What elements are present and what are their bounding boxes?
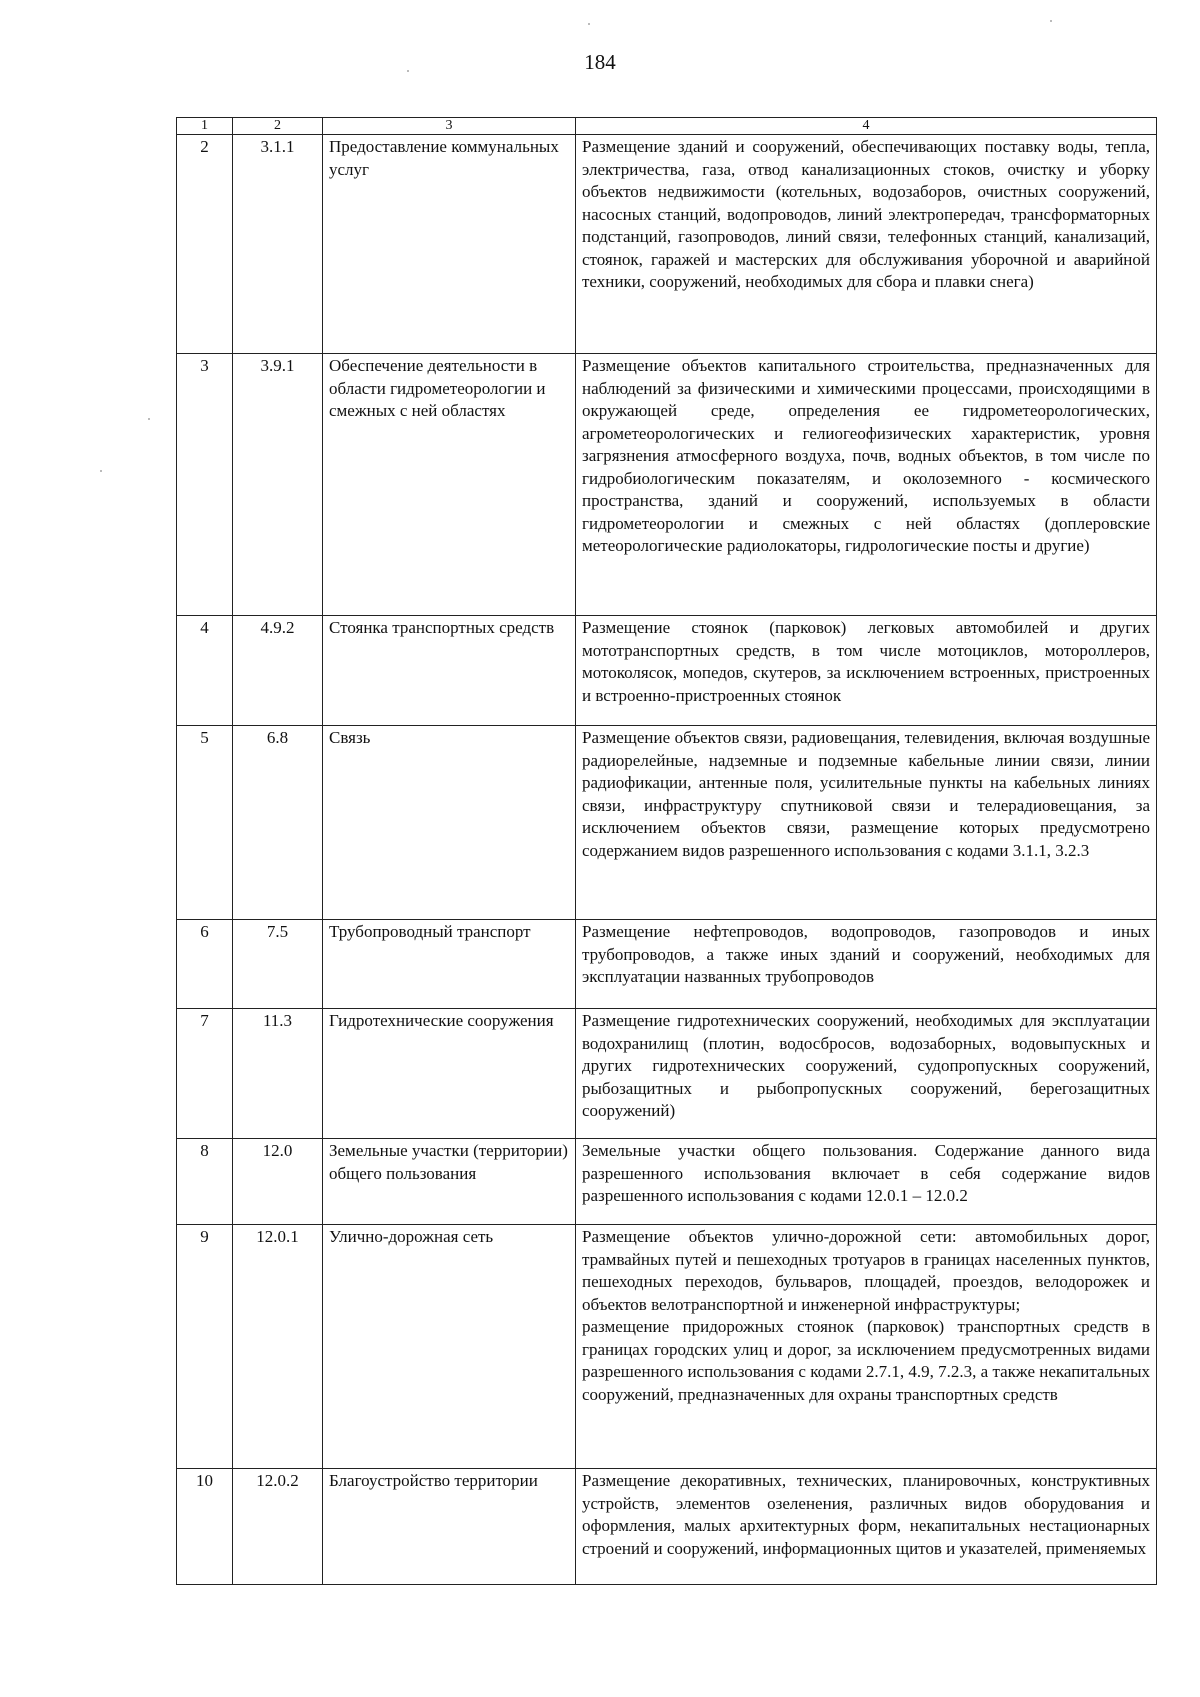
description-paragraph: Размещение нефтепроводов, водопроводов, газопроводов и иных трубопроводов, а также иных зданий и сооружений, необходимых для эксплуатации названных трубопроводов xyxy=(582,922,1150,986)
row-number: 5 xyxy=(177,726,233,920)
use-name: Обеспечение деятельности в области гидрометеорологии и смежных с ней областях xyxy=(323,354,576,616)
description-paragraph: Размещение стоянок (парковок) легковых автомобилей и других мототранспортных средств, в том числе мотоциклов, мотороллеров, мотоколясок, мопедов, скутеров, за исключением встроенных, пристроенных и встроенно-пристроенных стоянок xyxy=(582,618,1150,705)
use-code: 3.1.1 xyxy=(233,135,323,354)
use-name: Стоянка транспортных средств xyxy=(323,616,576,726)
use-name: Гидротехнические сооружения xyxy=(323,1009,576,1139)
use-description xyxy=(576,1139,1157,1225)
use-code: 12.0.2 xyxy=(233,1469,323,1585)
table-row xyxy=(177,920,1157,1009)
table-row xyxy=(177,1139,1157,1225)
use-code: 4.9.2 xyxy=(233,616,323,726)
use-description xyxy=(576,1009,1157,1139)
scan-speck xyxy=(148,418,150,420)
description-paragraph: Размещение объектов связи, радиовещания, телевидения, включая воздушные радиорелейные, надземные и подземные кабельные линии связи, линии радиофикации, антенные поля, усилительные пункты на кабельных линиях связи, инфраструктуру спутниковой связи и телерадиовещания, за исключением объектов связи, размещение которых предусмотрено содержанием видов разрешенного использования с кодами 3.1.1, 3.2.3 xyxy=(582,728,1150,860)
row-number: 2 xyxy=(177,135,233,354)
use-code: 6.8 xyxy=(233,726,323,920)
table-row xyxy=(177,1469,1157,1585)
use-name: Трубопроводный транспорт xyxy=(323,920,576,1009)
use-description xyxy=(576,1225,1157,1469)
use-description xyxy=(576,726,1157,920)
scan-speck xyxy=(407,70,409,72)
table-row xyxy=(177,726,1157,920)
use-code: 11.3 xyxy=(233,1009,323,1139)
scan-speck xyxy=(588,23,590,25)
header-cell: 4 xyxy=(576,118,1157,135)
use-name: Улично-дорожная сеть xyxy=(323,1225,576,1469)
use-description xyxy=(576,616,1157,726)
use-name: Предоставление коммунальных услуг xyxy=(323,135,576,354)
scan-speck xyxy=(100,470,102,472)
page-number: 184 xyxy=(584,50,616,74)
table-row xyxy=(177,616,1157,726)
table-row xyxy=(177,354,1157,616)
row-number: 3 xyxy=(177,354,233,616)
use-name: Благоустройство территории xyxy=(323,1469,576,1585)
use-code: 12.0.1 xyxy=(233,1225,323,1469)
use-code: 7.5 xyxy=(233,920,323,1009)
row-number: 6 xyxy=(177,920,233,1009)
table-header-row xyxy=(177,118,1157,135)
header-cell: 3 xyxy=(323,118,576,135)
use-name: Связь xyxy=(323,726,576,920)
table-row xyxy=(177,135,1157,354)
use-name: Земельные участки (территории) общего пользования xyxy=(323,1139,576,1225)
description-paragraph: Земельные участки общего пользования. Содержание данного вида разрешенного использования включает в себя содержание видов разрешенного использования с кодами 12.0.1 – 12.0.2 xyxy=(582,1141,1150,1205)
row-number: 8 xyxy=(177,1139,233,1225)
row-number: 9 xyxy=(177,1225,233,1469)
use-code: 3.9.1 xyxy=(233,354,323,616)
row-number: 4 xyxy=(177,616,233,726)
description-paragraph: Размещение декоративных, технических, планировочных, конструктивных устройств, элементов озеленения, различных видов оборудования и оформления, малых архитектурных форм, некапитальных нестационарных строений и сооружений, информационных щитов и указателей, применяемых xyxy=(582,1471,1150,1558)
header-cell: 2 xyxy=(233,118,323,135)
description-paragraph: Размещение объектов капитального строительства, предназначенных для наблюдений за физическими и химическими процессами, происходящими в окружающей среде, определения ее гидрометеорологических, агрометеорологических и гелиогеофизических характеристик, уровня загрязнения атмосферного воздуха, почв, водных объектов, в том числе по гидробиологическим показателям, и околоземного - космического пространства, зданий и сооружений, используемых в области гидрометеорологии и смежных с ней областях (доплеровские метеорологические радиолокаторы, гидрологические посты и другие) xyxy=(582,356,1150,555)
scan-speck xyxy=(1050,20,1052,22)
use-description xyxy=(576,135,1157,354)
table-row xyxy=(177,1009,1157,1139)
description-paragraph: размещение придорожных стоянок (парковок) транспортных средств в границах городских улиц и дорог, за исключением предусмотренных видами разрешенного использования с кодами 2.7.1, 4.9, 7.2.3, а также некапитальных сооружений, предназначенных для охраны транспортных средств xyxy=(582,1317,1150,1404)
row-number: 7 xyxy=(177,1009,233,1139)
use-description xyxy=(576,920,1157,1009)
use-description xyxy=(576,354,1157,616)
description-paragraph: Размещение гидротехнических сооружений, необходимых для эксплуатации водохранилищ (плотин, водосбросов, водозаборных, водовыпускных и других гидротехнических сооружений, судопропускных сооружений, рыбозащитных и рыбопропускных сооружений, берегозащитных сооружений) xyxy=(582,1011,1150,1120)
description-paragraph: Размещение объектов улично-дорожной сети: автомобильных дорог, трамвайных путей и пешеходных тротуаров в границах населенных пунктов, пешеходных переходов, бульваров, площадей, проездов, велодорожек и объектов велотранспортной и инженерной инфраструктуры; xyxy=(582,1227,1150,1314)
row-number: 10 xyxy=(177,1469,233,1585)
use-description xyxy=(576,1469,1157,1585)
use-code: 12.0 xyxy=(233,1139,323,1225)
header-cell: 1 xyxy=(177,118,233,135)
table-row xyxy=(177,1225,1157,1469)
description-paragraph: Размещение зданий и сооружений, обеспечивающих поставку воды, тепла, электричества, газа, отвод канализационных стоков, очистку и уборку объектов недвижимости (котельных, водозаборов, очистных сооружений, насосных станций, водопроводов, линий электропередач, трансформаторных подстанций, газопроводов, линий связи, телефонных станций, канализаций, стоянок, гаражей и мастерских для обслуживания уборочной и аварийной техники, сооружений, необходимых для сбора и плавки снега) xyxy=(582,137,1150,291)
land-use-table xyxy=(176,117,1157,1585)
